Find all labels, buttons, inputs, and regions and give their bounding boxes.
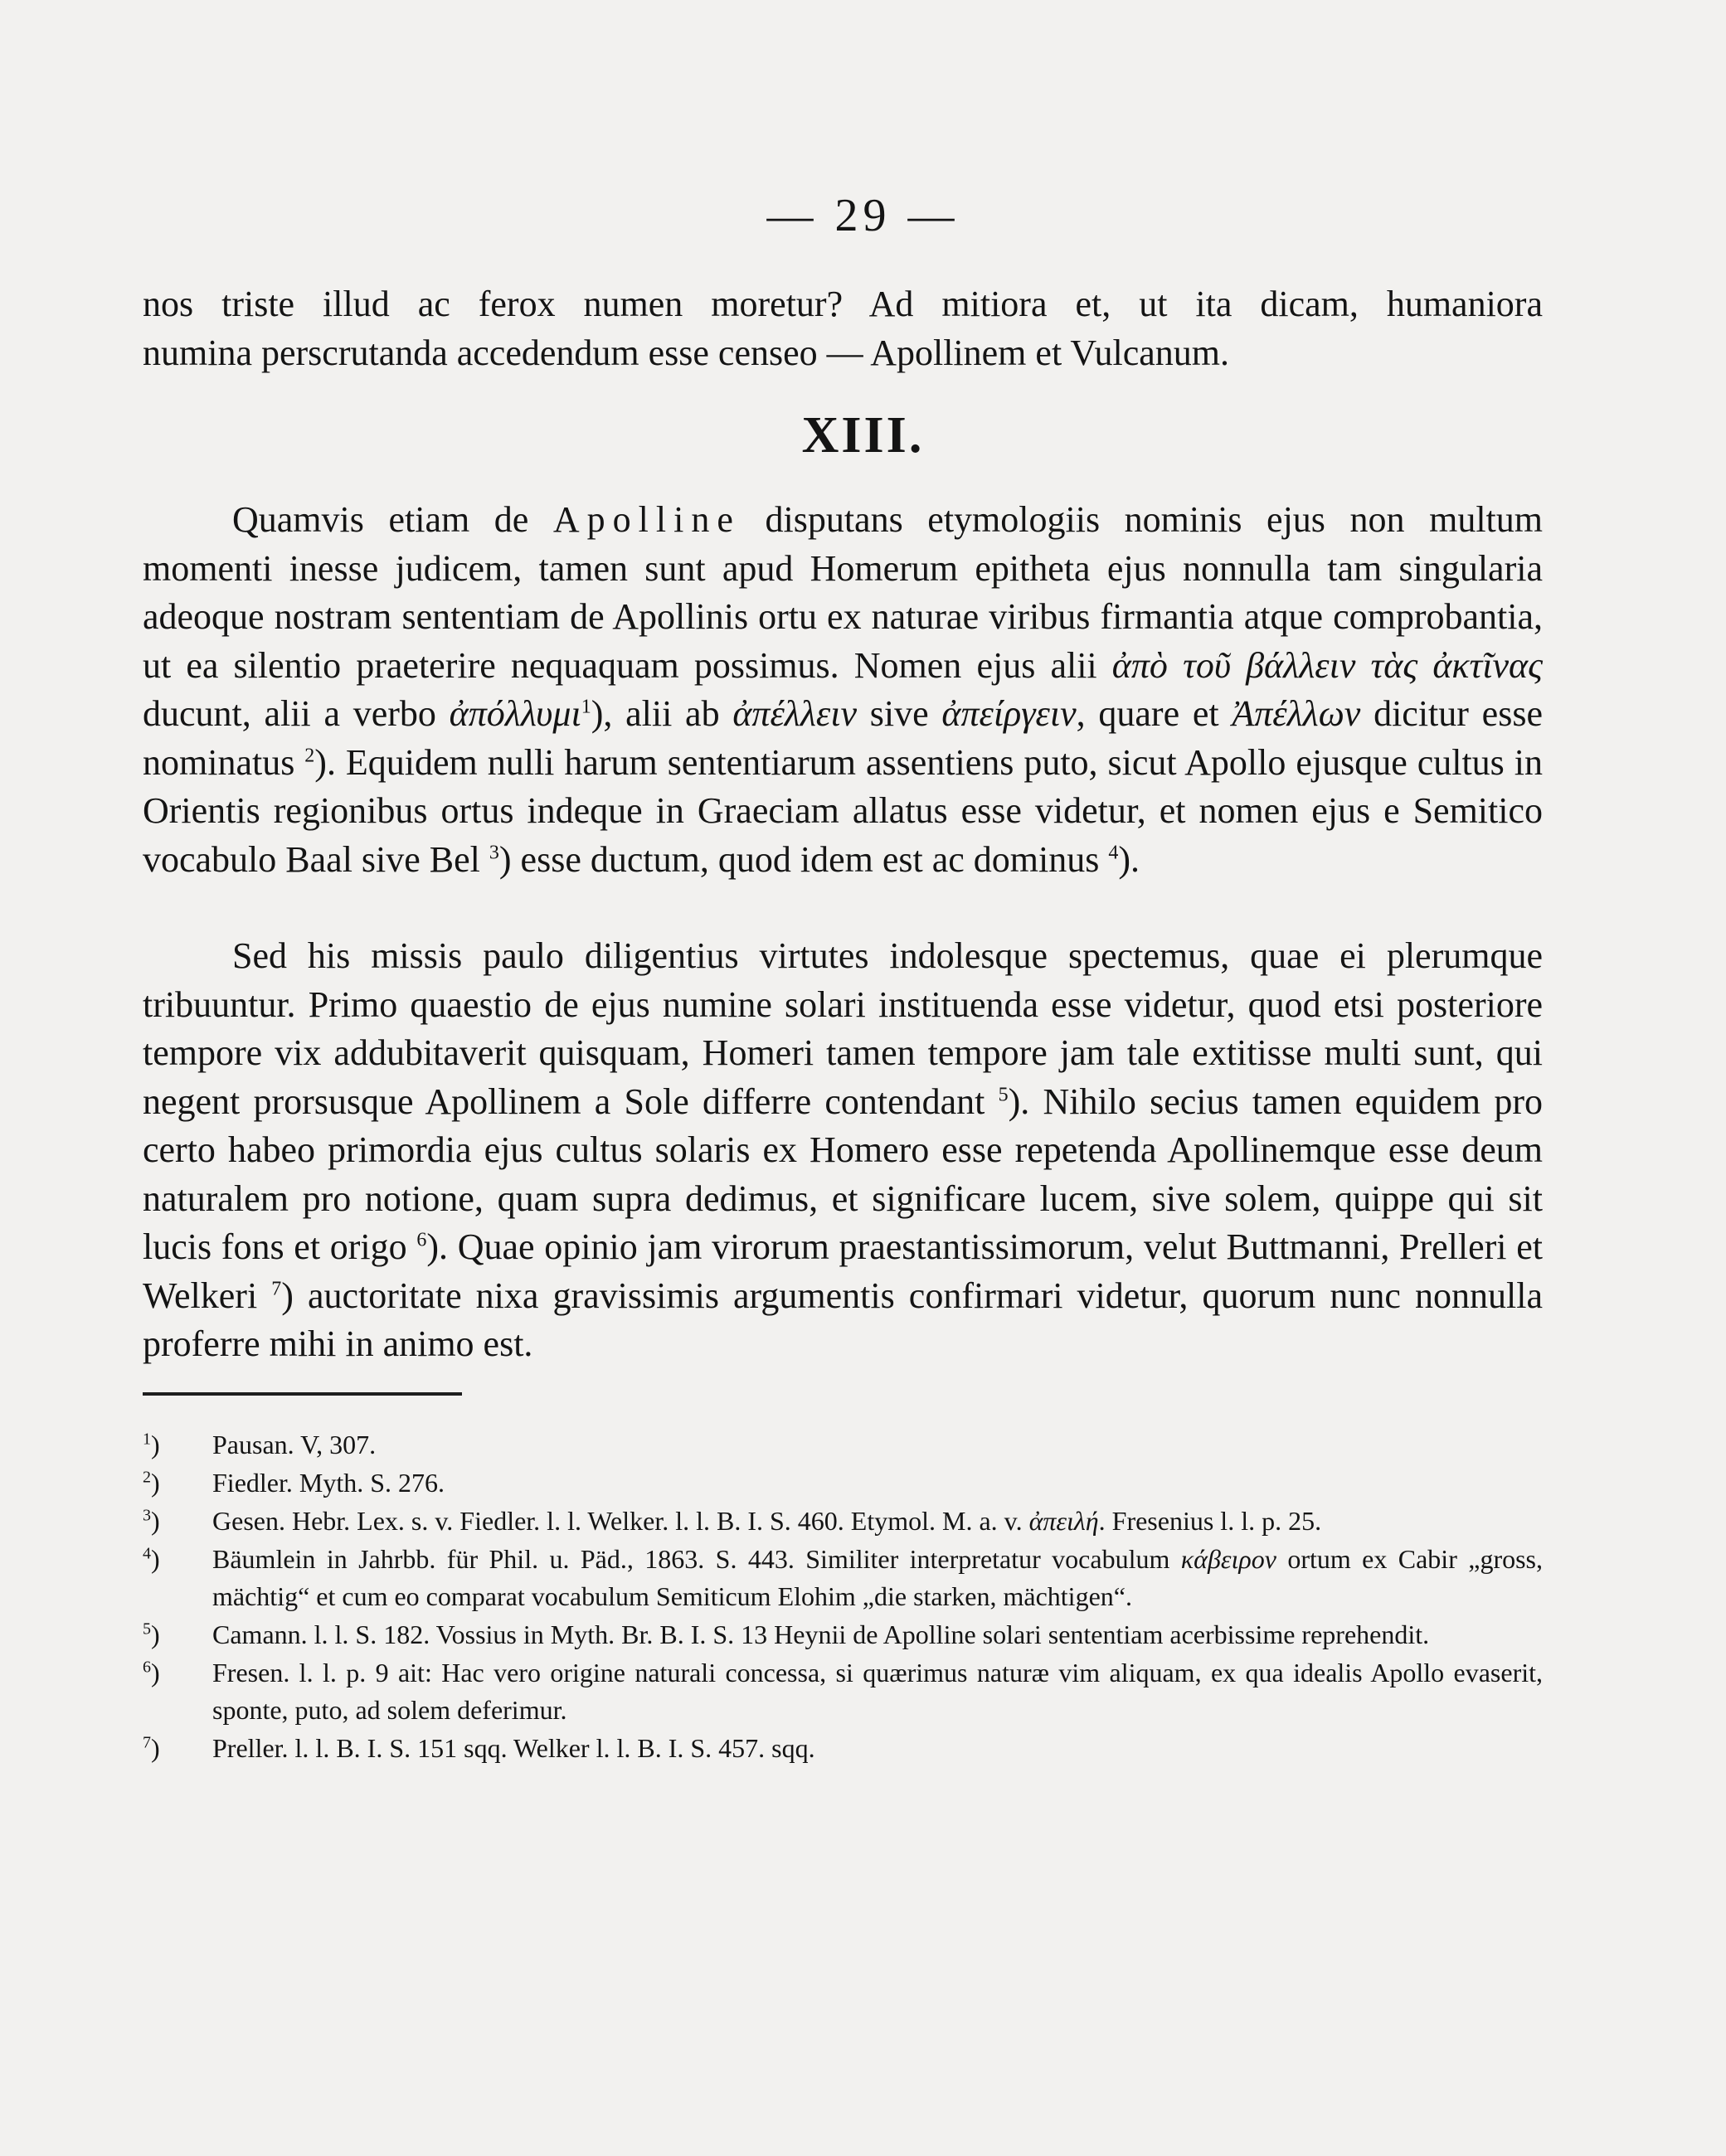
para1-text: ). bbox=[1118, 838, 1140, 880]
footnote-number-digit: 6 bbox=[143, 1658, 151, 1677]
footnotes bbox=[143, 1426, 1543, 1768]
footnote-text-part: Bäumlein in Jahrbb. für Phil. u. Päd., 1863. S. 443. Similiter interpretatur vocabulum bbox=[212, 1544, 1181, 1574]
paragraph-2 bbox=[143, 932, 1543, 1369]
footnote-ref: 7 bbox=[271, 1277, 282, 1299]
footnote-text: Fiedler. Myth. S. 276. bbox=[212, 1468, 445, 1498]
footnote-divider bbox=[143, 1392, 462, 1396]
footnote-ref: 1 bbox=[581, 696, 591, 718]
footnote bbox=[143, 1464, 1543, 1502]
footnote-text bbox=[212, 1541, 1543, 1615]
footnote-number: $^5$) bbox=[143, 1619, 160, 1649]
greek-word: ἀπειλή bbox=[1028, 1506, 1099, 1536]
footnote-ref: 4 bbox=[1108, 841, 1119, 863]
para1-text: dicitur esse nominatus bbox=[143, 693, 1543, 783]
footnote-text: Pausan. V, 307. bbox=[212, 1430, 377, 1459]
para1-text: ) esse ductum, quod idem est ac dominus bbox=[498, 838, 1109, 880]
para1-text: disputans etymologiis nominis ejus non multum momenti inesse judicem, tamen sunt apud Homerum epitheta ejus nonnulla tam singularia adeoque nostram sententiam de Apollinis ortu ex naturae viribus firmantia atque comprobantia, ut ea silentio praeterire nequaquam possimus. Nomen ejus alii bbox=[143, 499, 1543, 686]
greek-word: ἀπέλλειν bbox=[732, 693, 858, 734]
greek-phrase: ἀπὸ τοῦ βάλλειν τὰς ἀκτῖνας bbox=[1111, 644, 1543, 686]
footnote-ref: 3 bbox=[489, 841, 499, 863]
footnote-number-digit: 1 bbox=[143, 1430, 151, 1449]
intro-line-1: nos triste illud ac ferox numen moretur? Ad mitiora et, ut ita dicam, humaniora bbox=[143, 284, 1543, 324]
greek-word: ἀπείργειν bbox=[941, 693, 1077, 734]
greek-word: Ἀπέλλων bbox=[1232, 693, 1361, 734]
footnote-text-part: . Fresenius l. l. p. 25. bbox=[1098, 1506, 1322, 1536]
para1-text: Quamvis etiam de bbox=[232, 499, 553, 540]
para2-text: ). Nihilo secius tamen equidem pro certo habeo primordia ejus cultus solaris ex Homero esse repetenda Apollinemque esse deum naturalem pro notione, quam supra dedimus, et significare lucem, sive solem, quippe qui sit lucis fons et origo bbox=[143, 1080, 1543, 1267]
footnote-text: Camann. l. l. S. 182. Vossius in Myth. Br. B. I. S. 13 Heynii de Apolline solari sententiam acerbissime reprehendit. bbox=[212, 1619, 1430, 1649]
footnote bbox=[143, 1730, 1543, 1767]
para1-text: sive bbox=[857, 693, 942, 734]
footnote-text-part: ortum ex Cabir „gross, mächtig“ et cum eo comparat vocabulum Semiticum Elohim „die starken, mächtigen“. bbox=[212, 1544, 1544, 1611]
apolline-spaced: Apolline bbox=[552, 499, 741, 540]
footnote bbox=[143, 1503, 1543, 1540]
footnote-number-digit: 3 bbox=[143, 1506, 151, 1525]
footnote-text: Fresen. l. l. p. 9 ait: Hac vero origine naturali concessa, si quærimus naturæ vim aliquam, ex qua idealis Apollo evaserit, sponte, puto, ad solem deferimur. bbox=[212, 1658, 1543, 1725]
para2-text: Sed his missis paulo diligentius virtutes indolesque spectemus, quae ei plerumque tribuuntur. Primo quaestio de ejus numine solari instituenda esse videtur, quod etsi posteriore tempore vix addubitaverit quisquam, Homeri tamen tempore jam tale extitisse multi sunt, qui negent prorsusque Apollinem a Sole differre contendant bbox=[143, 935, 1543, 1122]
footnote-text-part: Gesen. Hebr. Lex. s. v. Fiedler. l. l. Welker. l. l. B. I. S. 460. Etymol. M. a. v. bbox=[212, 1506, 1029, 1536]
para2-text: ) auctoritate nixa gravissimis argumentis confirmari videtur, quorum nunc nonnulla proferre mihi in animo est. bbox=[143, 1275, 1543, 1364]
footnote bbox=[143, 1654, 1543, 1729]
para1-text: ), alii ab bbox=[591, 693, 733, 734]
para2-text: ). Quae opinio jam virorum praestantissimorum, velut Buttmanni, Prelleri et Welkeri bbox=[143, 1226, 1543, 1316]
footnote-number-digit: 5 bbox=[143, 1619, 151, 1639]
footnote-number-digit: 2 bbox=[143, 1468, 151, 1487]
footnote-number: $^3$) bbox=[143, 1506, 160, 1536]
para1-text: ducunt, alii a verbo bbox=[143, 693, 450, 734]
footnote bbox=[143, 1426, 1543, 1464]
footnote bbox=[143, 1616, 1543, 1653]
footnote-number: $^1$) bbox=[143, 1430, 160, 1459]
footnote-number: $^7$) bbox=[143, 1733, 160, 1763]
intro-line-2: numina perscrutanda accedendum esse censeo — Apollinem et Vulcanum. bbox=[143, 333, 1230, 373]
footnote-number: $^6$) bbox=[143, 1658, 160, 1687]
footnote-text: Preller. l. l. B. I. S. 151 sqq. Welker l. l. B. I. S. 457. sqq. bbox=[212, 1733, 815, 1763]
footnote-ref: 5 bbox=[998, 1083, 1009, 1105]
greek-word: ἀπόλλυμι bbox=[449, 693, 581, 734]
para1-text: ). Equidem nulli harum sententiarum assentiens puto, sicut Apollo ejusque cultus in Orientis regionibus ortus indeque in Graeciam allatus esse videtur, et nomen ejus e Semitico vocabulo Baal sive Bel bbox=[143, 741, 1543, 880]
footnote-ref: 6 bbox=[416, 1229, 427, 1251]
footnote bbox=[143, 1541, 1543, 1615]
footnote-number-digit: 7 bbox=[143, 1733, 151, 1752]
section-heading: XIII. bbox=[801, 407, 925, 464]
page-number: — 29 — bbox=[766, 190, 960, 241]
paragraph-1 bbox=[143, 496, 1543, 884]
greek-word: κάβειρον bbox=[1180, 1544, 1276, 1574]
footnote-ref: 2 bbox=[304, 744, 315, 766]
footnote-number-digit: 4 bbox=[143, 1544, 151, 1563]
footnote-number: $^2$) bbox=[143, 1468, 160, 1498]
footnote-text bbox=[212, 1503, 1543, 1540]
para1-text: , quare et bbox=[1076, 693, 1233, 734]
footnote-number: $^4$) bbox=[143, 1544, 160, 1574]
